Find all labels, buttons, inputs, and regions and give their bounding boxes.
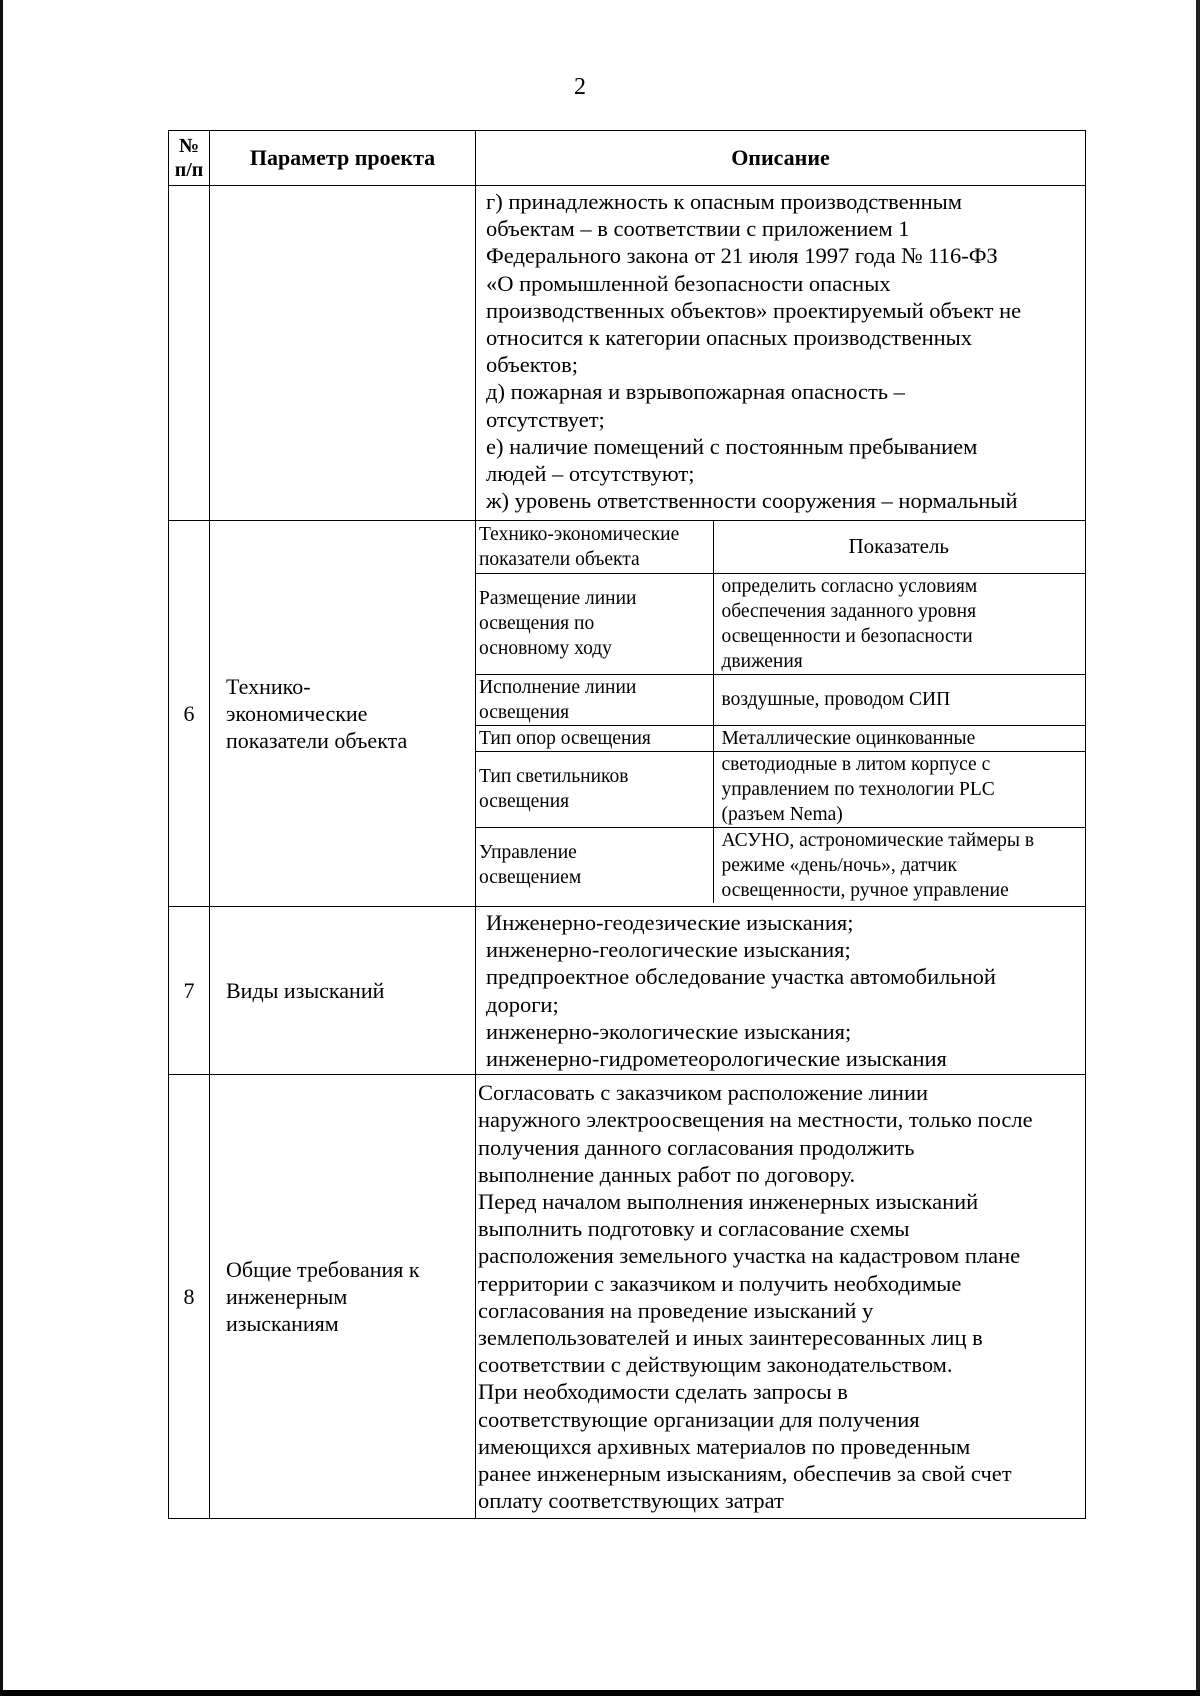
requirement-line: землепользователей и иных заинтересованных лиц в	[478, 1324, 983, 1350]
project-parameters-table	[168, 130, 1086, 1519]
cell-line: (разъем Nema)	[721, 803, 843, 825]
indicator-row	[476, 573, 1085, 674]
description-line: е) наличие помещений с постоянным пребыванием	[486, 433, 978, 459]
description-line: людей – отсутствуют;	[486, 461, 695, 487]
cell-line: обеспечения заданного уровня	[721, 600, 977, 622]
requirement-line: выполнение данных работ по договору.	[478, 1161, 856, 1187]
description-line: объектов;	[486, 352, 579, 378]
cell-line: Размещение линии	[479, 588, 637, 609]
description-line: объектам – в соответствии с приложением 1	[486, 216, 910, 242]
indicators-header-name	[476, 521, 713, 573]
indicator-row	[476, 827, 1085, 903]
indicator-value	[713, 573, 1085, 674]
cell-line: Управление	[479, 842, 577, 864]
row-6-param	[210, 521, 476, 907]
cell-line: освещенности, ручное управление	[721, 879, 1009, 901]
indicator-value	[713, 674, 1085, 725]
survey-type-line: Инженерно-геодезические изыскания;	[486, 910, 854, 935]
scan-edge-bottom	[0, 1690, 1200, 1696]
description-line: производственных объектов» проектируемый объект не	[486, 297, 1022, 323]
description-line: ж) уровень ответственности сооружения – нормальный	[486, 488, 1018, 514]
header-num: № п/п	[169, 131, 210, 186]
requirement-line: территории с заказчиком и получить необходимые	[478, 1270, 962, 1296]
cell-line: режиме «день/ночь», датчик	[721, 854, 957, 876]
indicator-name	[476, 751, 713, 827]
table-row-6	[169, 521, 1086, 907]
page-number: 2	[574, 74, 586, 100]
requirement-line: имеющихся архивных материалов по проведенным	[478, 1433, 971, 1459]
row-8-param	[210, 1075, 476, 1519]
indicator-value	[713, 827, 1085, 903]
survey-type-line: дороги;	[486, 991, 559, 1017]
indicator-value	[713, 725, 1085, 751]
cell-line: воздушные, проводом СИП	[721, 689, 951, 710]
row-continuation-num	[169, 186, 210, 521]
indicator-row	[476, 751, 1085, 827]
cell-line: АСУНО, астрономические таймеры в	[721, 829, 1035, 851]
requirement-line: ранее инженерным изысканиям, обеспечив за свой счет	[478, 1460, 1012, 1486]
requirement-line: выполнить подготовку и согласование схемы	[478, 1216, 910, 1242]
table-row-7	[169, 907, 1086, 1075]
survey-type-line: инженерно-экологические изыскания;	[486, 1018, 852, 1044]
row-continuation-desc	[476, 186, 1086, 521]
header-param: Параметр проекта	[210, 131, 476, 186]
indicator-name	[476, 827, 713, 903]
indicator-name	[476, 674, 713, 725]
requirement-line: расположения земельного участка на кадастровом плане	[478, 1243, 1021, 1269]
scan-edge-left	[0, 0, 3, 1696]
requirement-line: наружного электроосвещения на местности, только после	[478, 1107, 1033, 1133]
requirement-line: Перед началом выполнения инженерных изысканий	[478, 1188, 979, 1214]
cell-line: освещением	[479, 867, 582, 889]
indicator-name	[476, 573, 713, 674]
requirement-line: Согласовать с заказчиком расположение линии	[478, 1080, 929, 1106]
cell-line: светодиодные в литом корпусе с	[721, 753, 991, 775]
indicator-row	[476, 725, 1085, 751]
cell-line: основному ходу	[479, 638, 612, 659]
row-continuation-param	[210, 186, 476, 521]
requirement-line: оплату соответствующих затрат	[478, 1488, 784, 1514]
row-8-desc	[476, 1075, 1086, 1519]
requirement-line: соответствии с действующим законодательством.	[478, 1352, 953, 1378]
cell-line: управлением по технологии PLC	[721, 778, 995, 800]
requirement-line: согласования на проведение изысканий у	[478, 1297, 874, 1323]
survey-type-line: предпроектное обследование участка автомобильной	[486, 964, 996, 990]
cell-line: Технико-экономические	[479, 523, 680, 545]
cell-line: освещения	[479, 791, 570, 812]
param-line: Общие требования к	[226, 1257, 420, 1283]
description-line: «О промышленной безопасности опасных	[486, 270, 891, 296]
description-line: д) пожарная и взрывопожарная опасность –	[486, 379, 905, 405]
requirement-line: При необходимости сделать запросы в	[478, 1379, 848, 1405]
cell-line: Тип светильников	[479, 766, 629, 787]
indicator-value	[713, 751, 1085, 827]
indicator-row	[476, 674, 1085, 725]
row-7-num: 7	[169, 907, 210, 1075]
row-7-desc	[476, 907, 1086, 1075]
param-line: экономические	[226, 701, 368, 726]
cell-line: определить согласно условиям	[721, 575, 978, 597]
param-line: изысканиям	[226, 1311, 339, 1337]
table-row-8	[169, 1075, 1086, 1519]
indicators-header-value: Показатель	[713, 521, 1085, 573]
scan-edge-right	[1196, 0, 1200, 1696]
survey-type-line: инженерно-геологические изыскания;	[486, 937, 851, 963]
cell-line: освещенности и безопасности	[721, 625, 973, 647]
requirement-line: получения данного согласования продолжить	[478, 1134, 915, 1160]
description-line: относится к категории опасных производственных	[486, 325, 973, 351]
row-7-param: Виды изысканий	[210, 907, 476, 1075]
param-line: инженерным	[226, 1284, 348, 1310]
survey-type-line: инженерно-гидрометеорологические изыскания	[486, 1046, 947, 1072]
cell-line: Исполнение линии	[479, 676, 637, 698]
cell-line: освещения	[479, 701, 570, 723]
cell-line: Тип опор освещения	[479, 727, 651, 749]
indicators-table	[476, 521, 1085, 903]
header-desc: Описание	[476, 131, 1086, 186]
indicators-header-row	[476, 521, 1085, 573]
cell-line: освещения по	[479, 613, 595, 634]
indicator-name	[476, 725, 713, 751]
param-line: Технико-	[226, 674, 311, 699]
description-line: г) принадлежность к опасным производственным	[486, 189, 963, 214]
cell-line: Металлические оцинкованные	[721, 727, 976, 749]
row-6-num: 6	[169, 521, 210, 907]
cell-line: показатели объекта	[479, 548, 640, 570]
cell-line: движения	[721, 650, 803, 672]
row-8-num: 8	[169, 1075, 210, 1519]
table-header-row	[169, 131, 1086, 186]
requirement-line: соответствующие организации для получения	[478, 1406, 920, 1432]
param-line: показатели объекта	[226, 728, 408, 753]
row-6-desc	[476, 521, 1086, 907]
table-row-continuation	[169, 186, 1086, 521]
description-line: отсутствует;	[486, 406, 605, 432]
description-line: Федерального закона от 21 июля 1997 года № 116-ФЗ	[486, 243, 998, 269]
